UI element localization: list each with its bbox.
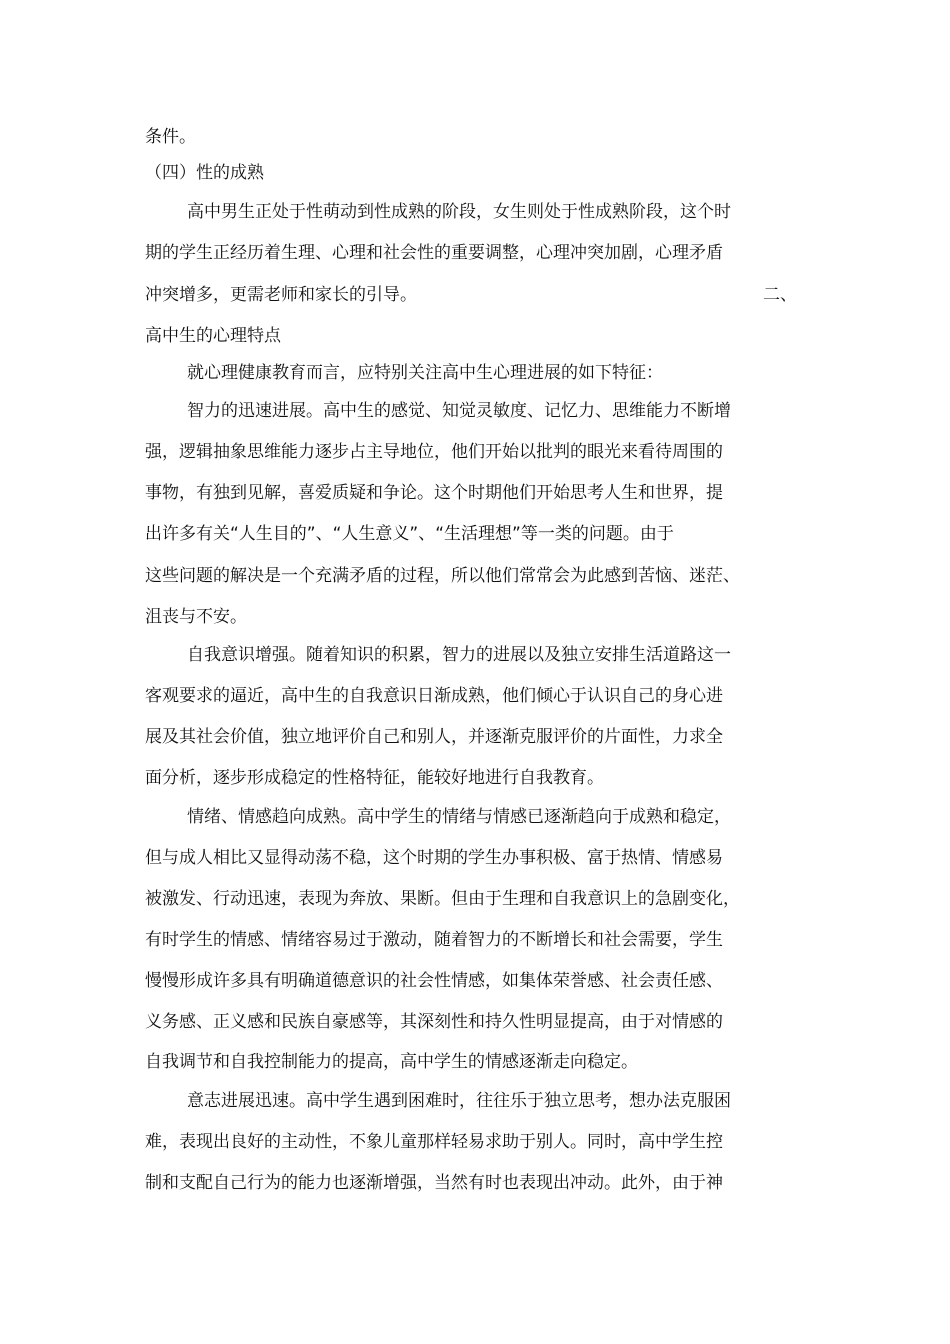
text-line: 意志进展迅速。高中学生遇到困难时，往往乐于独立思考，想办法克服困 [187, 1091, 731, 1111]
text-line: 自我调节和自我控制能力的提高，高中学生的情感逐渐走向稳定。 [145, 1052, 638, 1072]
text-line: 慢慢形成许多具有明确道德意识的社会性情感，如集体荣誉感、社会责任感、 [145, 971, 723, 991]
text-line: 展及其社会价值，独立地评价自己和别人，并逐渐克服评价的片面性，力求全 [145, 727, 723, 747]
text-line: 面分析，逐步形成稳定的性格特征，能较好地进行自我教育。 [145, 768, 604, 788]
section-heading: 高中生的心理特点 [145, 326, 281, 346]
text-line: 出许多有关“人生目的”、“人生意义”、“生活理想”等一类的问题。由于 [145, 524, 674, 544]
text-line: 义务感、正义感和民族自豪感等，其深刻性和持久性明显提高，由于对情感的 [145, 1012, 723, 1032]
text-line: 情绪、情感趋向成熟。高中学生的情绪与情感已逐渐趋向于成熟和稳定， [187, 807, 731, 827]
text-line: 但与成人相比又显得动荡不稳，这个时期的学生办事积极、富于热情、情感易 [145, 848, 723, 868]
text-line: 条件。 [145, 127, 196, 147]
text-line: 客观要求的逼近，高中生的自我意识日渐成熟，他们倾心于认识自己的身心进 [145, 686, 723, 706]
text-line: 高中男生正处于性萌动到性成熟的阶段，女生则处于性成熟阶段，这个时 [187, 202, 731, 222]
text-line: 沮丧与不安。 [145, 607, 247, 627]
text-line: 难，表现出良好的主动性，不象儿童那样轻易求助于别人。同时，高中学生控 [145, 1132, 723, 1152]
text-line: 冲突增多，更需老师和家长的引导。 二、 [0, 280, 950, 310]
text-line: 就心理健康教育而言，应特别关注高中生心理进展的如下特征： [187, 363, 663, 383]
text-line: 事物，有独到见解，喜爱质疑和争论。这个时期他们开始思考人生和世界，提 [145, 483, 723, 503]
text-line: 这些问题的解决是一个充满矛盾的过程，所以他们常常会为此感到苦恼、迷茫、 [145, 566, 740, 586]
text-line: 被激发、行动迅速，表现为奔放、果断。但由于生理和自我意识上的急剧变化， [145, 889, 740, 909]
section-number: 二、 [763, 285, 797, 305]
text-line: 制和支配自己行为的能力也逐渐增强，当然有时也表现出冲动。此外，由于神 [145, 1173, 723, 1193]
text-line: 期的学生正经历着生理、心理和社会性的重要调整，心理冲突加剧，心理矛盾 [145, 243, 723, 263]
section-heading: （四）性的成熟 [145, 163, 264, 183]
text-line: 自我意识增强。随着知识的积累，智力的进展以及独立安排生活道路这一 [187, 645, 731, 665]
text-line: 有时学生的情感、情绪容易过于激动，随着智力的不断增长和社会需要，学生 [145, 930, 723, 950]
text-line: 智力的迅速进展。高中生的感觉、知觉灵敏度、记忆力、思维能力不断增 [187, 401, 731, 421]
text-line: 强，逻辑抽象思维能力逐步占主导地位，他们开始以批判的眼光来看待周围的 [145, 442, 723, 462]
